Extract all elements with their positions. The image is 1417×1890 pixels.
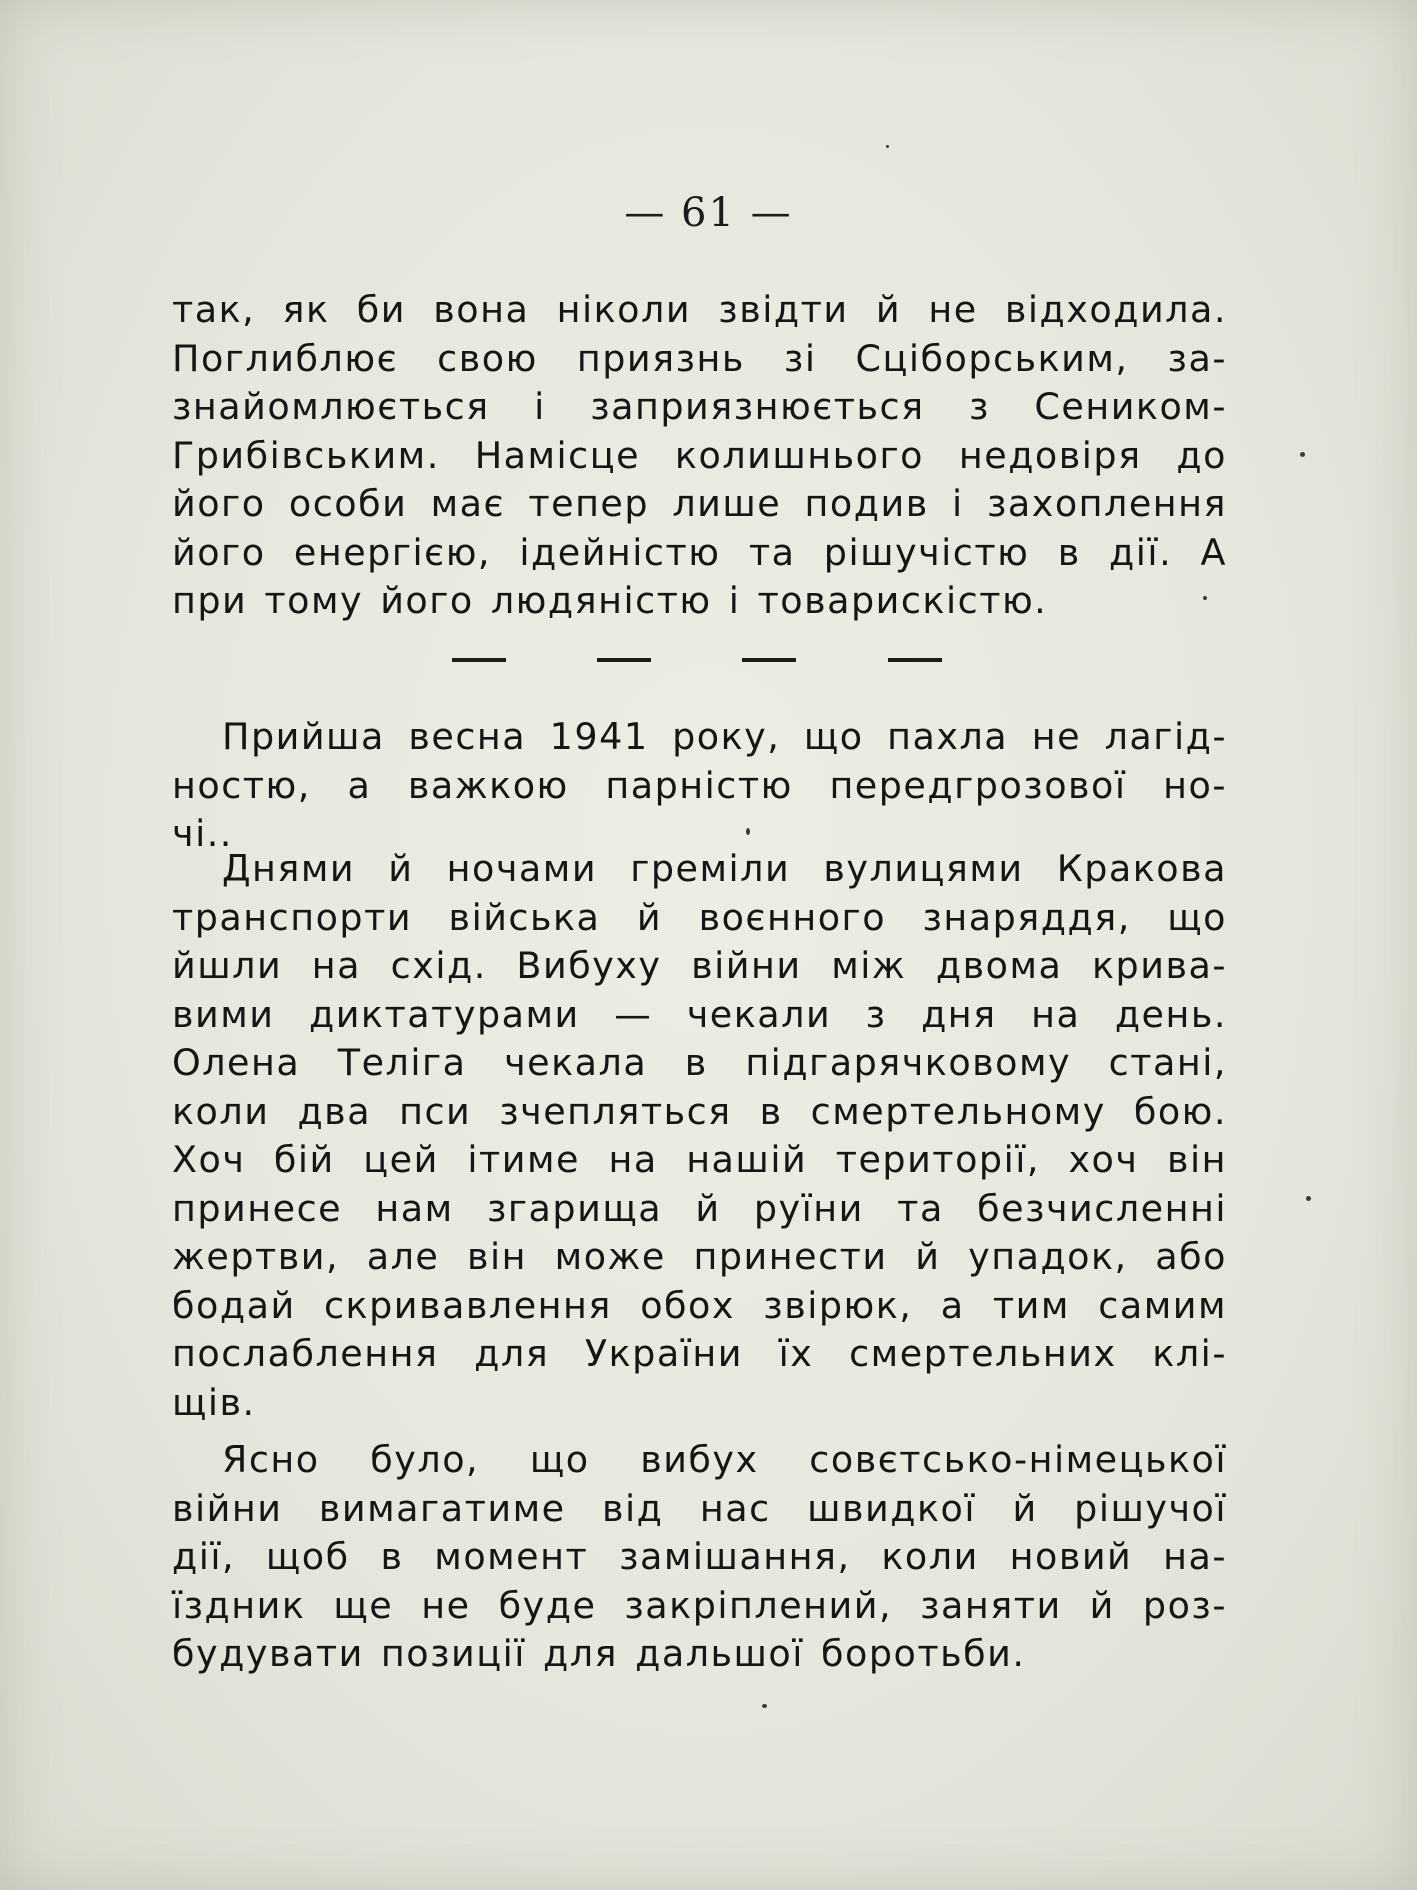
text-line: жертви, але він може принести й упадок, або — [172, 1235, 1227, 1278]
text-line: війни вимагатиме від нас швидкої й рішучої — [172, 1486, 1227, 1530]
paper-speck — [1300, 452, 1305, 457]
paper-speck — [886, 145, 889, 148]
section-separator — [452, 658, 942, 662]
text-line: Хоч бій цей ітиме на нашій території, хоч він — [172, 1138, 1227, 1181]
separator-dash — [597, 658, 651, 662]
separator-dash — [452, 658, 506, 662]
text-line: при тому його людяністю і товарискістю. — [172, 579, 1048, 622]
text-line: так, як би вона ніколи звідти й не відходила. — [172, 288, 1227, 331]
text-line: Поглиблює свою приязнь зі Сціборським, за- — [172, 336, 1227, 380]
text-line: їздник ще не буде закріплений, заняти й роз- — [172, 1583, 1227, 1627]
text-line: знайомлюється і заприязнюється з Сеником- — [172, 385, 1227, 428]
paper-speck — [1306, 1196, 1311, 1201]
text-line: Прийша весна 1941 року, що пахла не лагід- — [222, 715, 1227, 758]
text-line: Грибівським. Намісце колишнього недовіря до — [172, 433, 1227, 477]
text-line: коли два пси зчепляться в смертельному бою. — [172, 1089, 1227, 1133]
paragraph-2 — [172, 713, 1227, 859]
text-line: Днями й ночами греміли вулицями Кракова — [222, 847, 1227, 890]
text-line: Олена Теліга чекала в підгарячковому стані, — [172, 1041, 1227, 1084]
paper-speck — [1203, 596, 1207, 600]
text-line: Ясно було, що вибух совєтсько-німецької — [222, 1438, 1227, 1481]
text-line: йшли на схід. Вибуху війни між двома крива- — [172, 944, 1227, 987]
page-number: — 61 — — [624, 190, 793, 236]
text-line: ностю, а важкою парністю передгрозової но- — [172, 763, 1227, 807]
text-line: транспорти війська й воєнного знаряддя, що — [172, 895, 1227, 939]
text-line: будувати позиції для дальшої боротьби. — [172, 1632, 1026, 1675]
text-line: його енергією, ідейністю та рішучістю в дії. А — [172, 530, 1227, 574]
text-line: дії, щоб в момент замішання, коли новий на- — [172, 1535, 1227, 1578]
separator-dash — [742, 658, 796, 662]
text-line: щів. — [172, 1380, 256, 1424]
text-line: вими диктатурами — чекали з дня на день. — [172, 992, 1227, 1036]
text-line: послаблення для України їх смертельних клі- — [172, 1332, 1227, 1375]
text-line: бодай скривавлення обох звірюк, а тим самим — [172, 1283, 1227, 1327]
paper-speck — [762, 1704, 767, 1708]
paragraph-1 — [172, 286, 1227, 626]
separator-dash — [888, 658, 942, 662]
paragraph-4 — [172, 1436, 1227, 1679]
text-line: принесе нам згарища й руїни та безчисленні — [172, 1186, 1227, 1230]
text-line: чі.. — [172, 812, 233, 855]
text-line: його особи має тепер лише подив і захоплення — [172, 482, 1227, 525]
paper-speck — [746, 828, 750, 835]
paragraph-3 — [172, 845, 1227, 1427]
